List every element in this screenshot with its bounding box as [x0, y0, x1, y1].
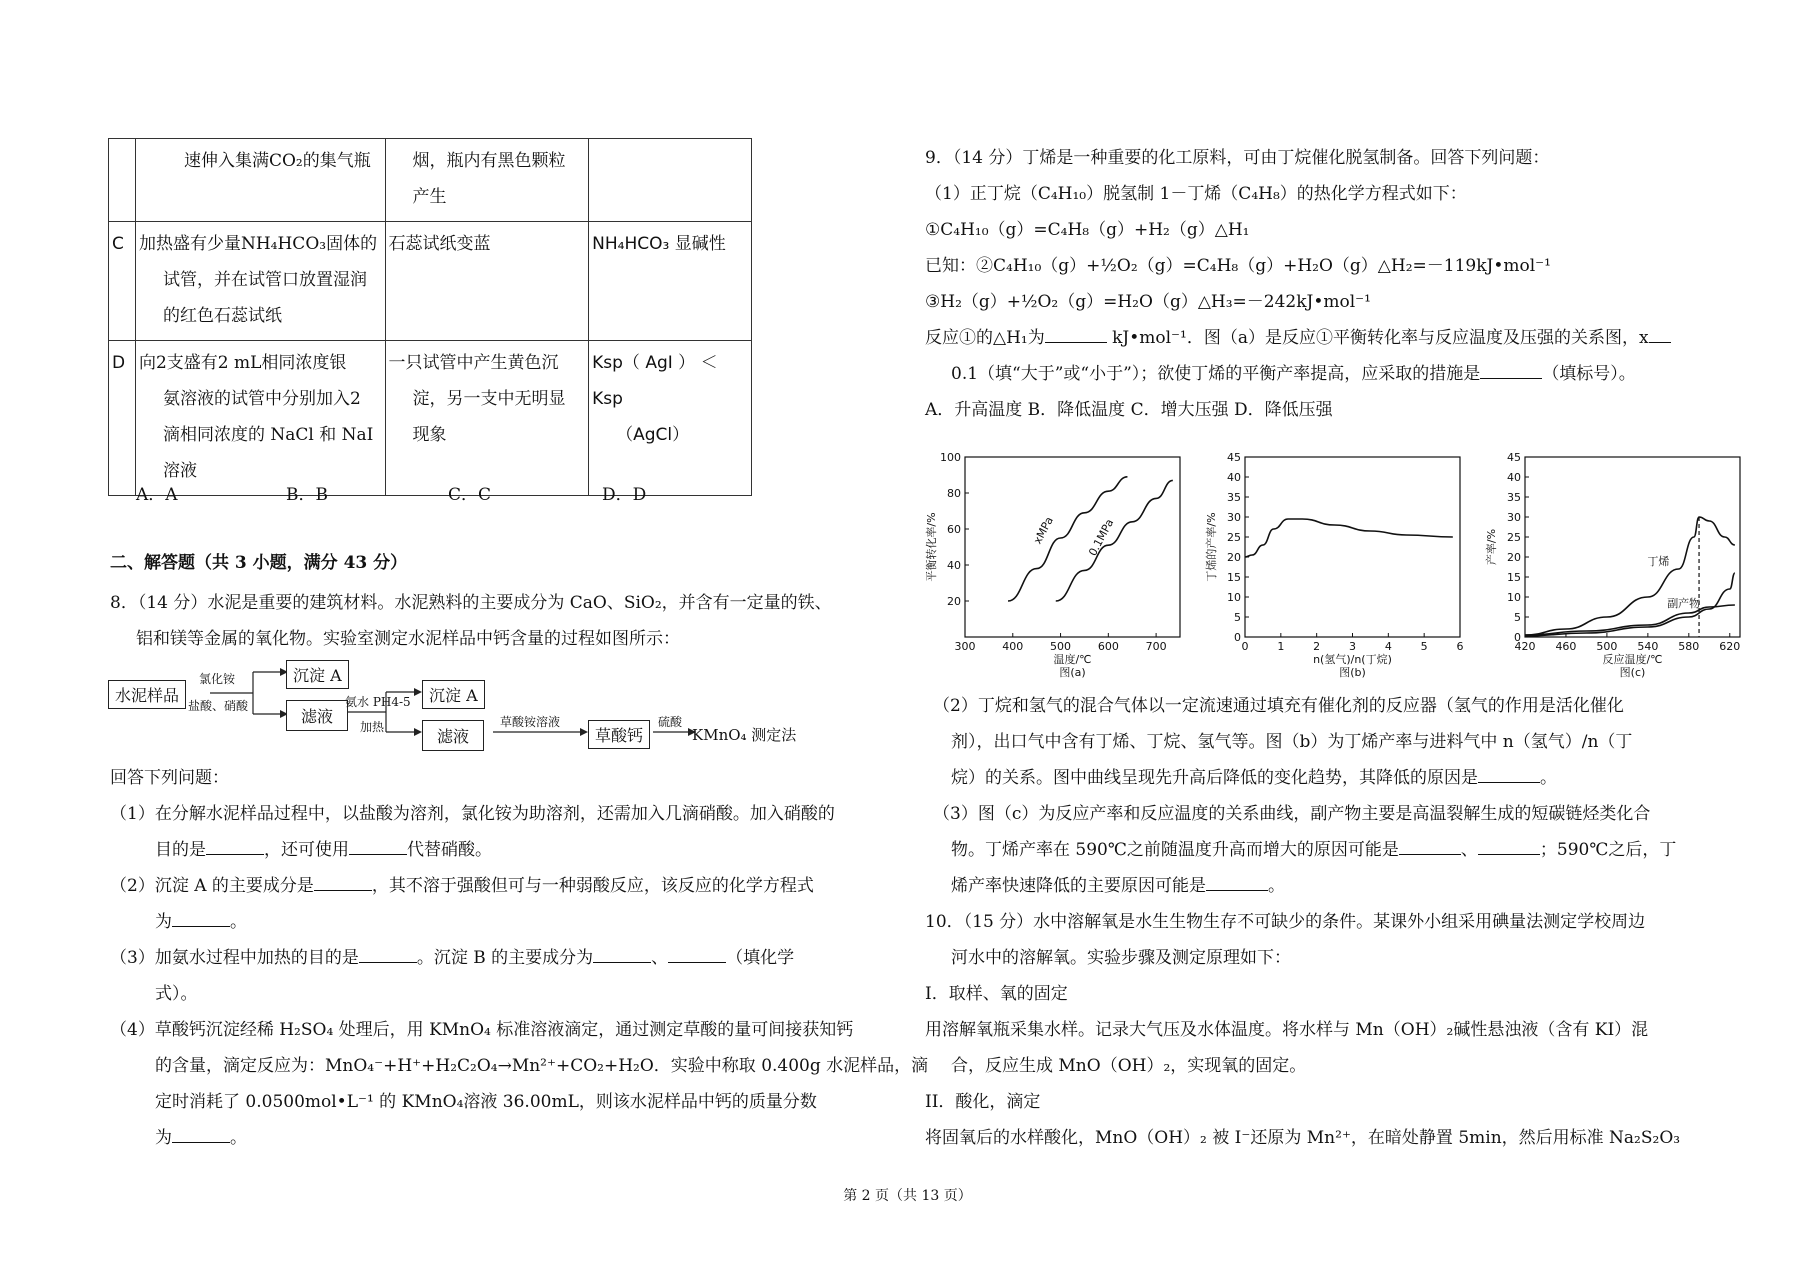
- flow-filtrate-box: 滤液: [286, 700, 348, 731]
- operation-cell: [135, 341, 385, 496]
- q8-text: 。沉淀 B 的主要成分为: [416, 948, 594, 968]
- phenomenon-cell: [385, 222, 589, 341]
- q8-text: ，其不溶于强酸但可与一种弱酸反应，该反应的化学方程式: [371, 876, 814, 896]
- y-tick-label: 35: [1227, 491, 1241, 504]
- page-footer: 第 2 页（共 13 页）: [843, 1188, 972, 1204]
- operation-text: 的红色石蕊试纸: [162, 306, 282, 326]
- series-label: 0.1MPa: [1086, 516, 1117, 559]
- q10-text: II．酸化，滴定: [925, 1092, 1041, 1112]
- answer-blank[interactable]: [1045, 324, 1107, 343]
- q9-text: 、: [1460, 840, 1478, 860]
- q9-text: 物。丁烯产率在 590℃之前随温度升高而增大的原因可能是: [951, 840, 1399, 860]
- choice-b: B．B: [286, 485, 328, 505]
- x-tick-label: 5: [1420, 640, 1428, 653]
- flow-reagent-label: 氯化铵: [199, 672, 236, 686]
- operation-text: 试管，并在试管口放置湿润: [162, 270, 367, 290]
- y-tick-label: 10: [1507, 591, 1521, 604]
- x-tick-label: 400: [1002, 640, 1024, 653]
- question-9: [925, 140, 1795, 428]
- y-axis-label: 平衡转化率/%: [925, 512, 938, 582]
- q9-text: kJ•mol⁻¹．图（a）是反应①平衡转化率与反应温度及压强的关系图，x: [1112, 328, 1649, 348]
- q9-text: （1）正丁烷（C₄H₁₀）脱氢制 1－丁烯（C₄H₈）的热化学方程式如下：: [925, 184, 1467, 204]
- operation-text: 溶液: [162, 461, 197, 481]
- q9-text: 已知：②C₄H₁₀（g）+½O₂（g）=C₄H₈（g）+H₂O（g）△H₂=－119kJ•mol⁻¹: [925, 256, 1551, 276]
- operation-text: 向2支盛有2 mL相同浓度银: [138, 353, 347, 373]
- flow-reagent-label: 盐酸、硝酸: [188, 699, 249, 713]
- y-tick-label: 25: [1227, 531, 1241, 544]
- q10-text: 河水中的溶解氧。实验步骤及测定原理如下：: [951, 948, 1291, 968]
- q9-text: A．升高温度 B．降低温度 C．增大压强 D．降低压强: [925, 400, 1333, 420]
- q9-text: 0.1（填“大于”或“小于”）；欲使丁烯的平衡产率提高，应采取的措施是: [951, 364, 1481, 384]
- q8-text: ，还可使用: [264, 840, 349, 860]
- q8-text: （3）加氨水过程中加热的目的是: [110, 948, 359, 968]
- q9-text: 烷）的关系。图中曲线呈现先升高后降低的变化趋势，其降低的原因是: [951, 768, 1478, 788]
- question-8: [110, 585, 900, 657]
- series-label: 丁烯: [1647, 555, 1670, 568]
- flow-precipitate-a-box: 沉淀 A: [422, 680, 485, 709]
- y-tick-label: 30: [1507, 511, 1521, 524]
- y-tick-label: 0: [1514, 631, 1521, 644]
- chart-caption: 图(c): [1619, 666, 1646, 679]
- q8-text: （填化学: [726, 948, 795, 968]
- flow-reagent-label: 氨水 PH4-5: [345, 695, 411, 709]
- x-tick-label: 0: [1241, 640, 1249, 653]
- q9-text: （2）丁烷和氢气的混合气体以一定流速通过填充有催化剂的反应器（氢气的作用是活化催化: [933, 696, 1624, 716]
- options-table: [108, 138, 752, 496]
- q8-text: 回答下列问题：: [110, 768, 229, 788]
- y-tick-label: 45: [1227, 451, 1241, 464]
- phenomenon-text: 现象: [412, 425, 447, 445]
- phenomenon-text: 烟，瓶内有黑色颗粒: [412, 151, 566, 171]
- q9-text: ①C₄H₁₀（g）=C₄H₈（g）+H₂（g）△H₁: [925, 220, 1250, 240]
- chart-caption: 图(b): [1339, 666, 1366, 679]
- series-label: xMPa: [1030, 514, 1056, 547]
- phenomenon-text: 石蕊试纸变蓝: [388, 234, 491, 254]
- x-tick-label: 2: [1313, 640, 1321, 653]
- q9-text: 。: [1540, 768, 1557, 788]
- answer-blank[interactable]: [668, 944, 726, 963]
- flow-reagent-label: 草酸铵溶液: [500, 715, 561, 729]
- series-line: [1525, 517, 1735, 635]
- q8-text: 代替硝酸。: [407, 840, 492, 860]
- x-tick-label: 460: [1555, 640, 1577, 653]
- x-tick-label: 600: [1097, 640, 1119, 653]
- q10-text: 将固氧后的水样酸化，MnO（OH）₂ 被 I⁻还原为 Mn²⁺，在暗处静置 5min，然后用标准 Na₂S₂O₃: [925, 1128, 1681, 1148]
- charts-figure: [925, 445, 1795, 690]
- q9-text: 剂），出口气中含有丁烯、丁烷、氢气等。图（b）为丁烯产率与进料气中 n（氢气）/n（丁: [951, 732, 1633, 752]
- q8-text: 为: [155, 1128, 172, 1148]
- x-tick-label: 540: [1637, 640, 1659, 653]
- flow-precipitate-a-box: 沉淀 A: [286, 660, 349, 689]
- operation-text: 氨溶液的试管中分别加入2: [162, 389, 361, 409]
- q8-text: 铝和镁等金属的氧化物。实验室测定水泥样品中钙含量的过程如图所示：: [136, 629, 680, 649]
- x-tick-label: 6: [1456, 640, 1464, 653]
- y-tick-label: 0: [1234, 631, 1241, 644]
- y-tick-label: 40: [947, 559, 961, 572]
- answer-blank[interactable]: [172, 1124, 230, 1143]
- answer-blank[interactable]: [359, 944, 417, 963]
- y-tick-label: 80: [947, 487, 961, 500]
- y-tick-label: 15: [1227, 571, 1241, 584]
- row-label: D: [109, 341, 136, 496]
- q9-text: 烯产率快速降低的主要原因可能是: [951, 876, 1206, 896]
- x-tick-label: 4: [1384, 640, 1392, 653]
- phenomenon-cell: [385, 139, 589, 222]
- y-tick-label: 100: [940, 451, 961, 464]
- answer-blank[interactable]: [1478, 764, 1540, 783]
- answer-blank[interactable]: [1480, 360, 1542, 379]
- q9-text: 反应①的△H₁为: [925, 328, 1045, 348]
- q8-text: 的含量，滴定反应为：MnO₄⁻+H⁺+H₂C₂O₄→Mn²⁺+CO₂+H₂O．实验中称取 0.400g 水泥样品，滴: [155, 1056, 929, 1076]
- q10-text: I．取样、氧的固定: [925, 984, 1068, 1004]
- y-tick-label: 40: [1507, 471, 1521, 484]
- y-tick-label: 35: [1507, 491, 1521, 504]
- y-tick-label: 25: [1507, 531, 1521, 544]
- y-tick-label: 20: [1507, 551, 1521, 564]
- q8-text: 式）。: [155, 984, 198, 1004]
- choice-a: A．A: [136, 485, 178, 505]
- plot-frame: [1245, 457, 1460, 637]
- phenomenon-cell: [385, 341, 589, 496]
- q10-text: 合，反应生成 MnO（OH）₂，实现氧的固定。: [951, 1056, 1307, 1076]
- y-tick-label: 10: [1227, 591, 1241, 604]
- y-axis-label: 丁烯的产率/%: [1205, 512, 1218, 582]
- y-tick-label: 20: [947, 595, 961, 608]
- row-label: C: [109, 222, 136, 341]
- section-title: 二、解答题（共 3 小题，满分 43 分）: [110, 553, 408, 573]
- phenomenon-text: 产生: [412, 187, 447, 207]
- answer-blank[interactable]: [314, 872, 372, 891]
- q8-text: （2）沉淀 A 的主要成分是: [110, 876, 314, 896]
- y-tick-label: 60: [947, 523, 961, 536]
- answer-blank[interactable]: [1478, 836, 1540, 855]
- y-tick-label: 5: [1234, 611, 1241, 624]
- plot-frame: [1525, 457, 1740, 637]
- answer-blank[interactable]: [1649, 324, 1671, 343]
- x-tick-label: 580: [1678, 640, 1700, 653]
- x-tick-label: 500: [1596, 640, 1618, 653]
- flow-reagent-label: 硫酸: [658, 715, 683, 729]
- flow-oxalate-box: 草酸钙: [588, 720, 650, 749]
- q8-text: 为: [155, 912, 172, 932]
- conclusion-cell: [589, 341, 752, 496]
- y-tick-label: 20: [1227, 551, 1241, 564]
- answer-blank[interactable]: [172, 908, 230, 927]
- q8-text: （4）草酸钙沉淀经稀 H₂SO₄ 处理后，用 KMnO₄ 标准溶液滴定，通过测定草酸的量可间接获知钙: [110, 1020, 854, 1040]
- operation-cell: [135, 222, 385, 341]
- choice-d: D．D: [602, 485, 647, 505]
- conclusion-text: Ksp（ AgI ） ＜ Ksp: [592, 353, 718, 409]
- x-tick-label: 620: [1719, 640, 1741, 653]
- x-tick-label: 3: [1349, 640, 1356, 653]
- x-tick-label: 1: [1277, 640, 1285, 653]
- answer-blank[interactable]: [349, 836, 407, 855]
- q10-text: 用溶解氧瓶采集水样。记录大气压及水体温度。将水样与 Mn（OH）₂碱性悬浊液（含有 KI）混: [925, 1020, 1649, 1040]
- y-tick-label: 40: [1227, 471, 1241, 484]
- y-tick-label: 30: [1227, 511, 1241, 524]
- q8-text: 、: [651, 948, 669, 968]
- flow-sample-box: 水泥样品: [108, 680, 186, 709]
- x-tick-label: 500: [1050, 640, 1072, 653]
- series-label: 副产物: [1667, 597, 1701, 610]
- conclusion-cell: [589, 139, 752, 222]
- series-line: [1008, 477, 1127, 601]
- y-axis-label: 产率/%: [1485, 528, 1498, 566]
- question-8-parts: [110, 760, 929, 1156]
- table-row: [109, 139, 752, 222]
- q8-text: 。: [230, 912, 247, 932]
- x-tick-label: 700: [1145, 640, 1167, 653]
- choice-c: C．C: [448, 485, 492, 505]
- operation-cell: [135, 139, 385, 222]
- table-row: [109, 341, 752, 496]
- phenomenon-text: 淀，另一支中无明显: [412, 389, 566, 409]
- x-axis-label: n(氢气)/n(丁烷): [1313, 653, 1392, 666]
- q8-text: 。: [230, 1128, 247, 1148]
- q9-text: ③H₂（g）+½O₂（g）=H₂O（g）△H₃=－242kJ•mol⁻¹: [925, 292, 1371, 312]
- y-tick-label: 5: [1514, 611, 1521, 624]
- q8-text: 8．（14 分）水泥是重要的建筑材料。水泥熟料的主要成分为 CaO、SiO₂，并含有一定量的铁、: [110, 593, 832, 613]
- table-row: [109, 222, 752, 341]
- answer-blank[interactable]: [206, 836, 264, 855]
- row-label: [109, 139, 136, 222]
- y-tick-label: 45: [1507, 451, 1521, 464]
- q8-text: 定时消耗了 0.0500mol•L⁻¹ 的 KMnO₄溶液 36.00mL，则该水泥样品中钙的质量分数: [155, 1092, 817, 1112]
- flow-reagent-label: 加热: [360, 720, 385, 734]
- conclusion-cell: NH₄HCO₃ 显碱性: [589, 222, 752, 341]
- plot-frame: [965, 457, 1180, 637]
- q9-text: （3）图（c）为反应产率和反应温度的关系曲线，副产物主要是高温裂解生成的短碳链烃类化合: [933, 804, 1651, 824]
- answer-blank[interactable]: [1206, 872, 1268, 891]
- flow-method-label: KMnO₄ 测定法: [692, 726, 797, 744]
- series-line: [1245, 519, 1453, 557]
- flow-filtrate-box: 滤液: [422, 720, 484, 751]
- x-tick-label: 420: [1514, 640, 1536, 653]
- phenomenon-text: 一只试管中产生黄色沉: [388, 353, 559, 373]
- chart-caption: 图(a): [1059, 666, 1086, 679]
- q10-text: 10．（15 分）水中溶解氧是水生生物生存不可缺少的条件。某课外小组采用碘量法测定学校周边: [925, 912, 1646, 932]
- q9-text: （填标号）。: [1542, 364, 1636, 384]
- question-9-parts: [925, 688, 1795, 904]
- answer-blank[interactable]: [1399, 836, 1461, 855]
- answer-blank[interactable]: [593, 944, 651, 963]
- q8-text: （1）在分解水泥样品过程中，以盐酸为溶剂，氯化铵为助溶剂，还需加入几滴硝酸。加入硝酸的: [110, 804, 835, 824]
- question-10: [925, 904, 1795, 1156]
- x-axis-label: 反应温度/℃: [1602, 653, 1663, 666]
- y-tick-label: 15: [1507, 571, 1521, 584]
- x-axis-label: 温度/℃: [1053, 653, 1092, 666]
- conclusion-text: （AgCl）: [616, 425, 690, 445]
- operation-text: 加热盛有少量NH₄HCO₃固体的: [138, 234, 378, 254]
- q9-text: 9．（14 分）丁烯是一种重要的化工原料，可由丁烷催化脱氢制备。回答下列问题：: [925, 148, 1550, 168]
- operation-text: 速伸入集满CO₂的集气瓶: [183, 151, 371, 171]
- x-tick-label: 300: [954, 640, 976, 653]
- q9-text: 。: [1268, 876, 1285, 896]
- operation-text: 滴相同浓度的 NaCl 和 NaI: [162, 425, 374, 445]
- q9-text: ；590℃之后，丁: [1539, 840, 1677, 860]
- series-line: [1056, 480, 1173, 601]
- q8-text: 目的是: [155, 840, 206, 860]
